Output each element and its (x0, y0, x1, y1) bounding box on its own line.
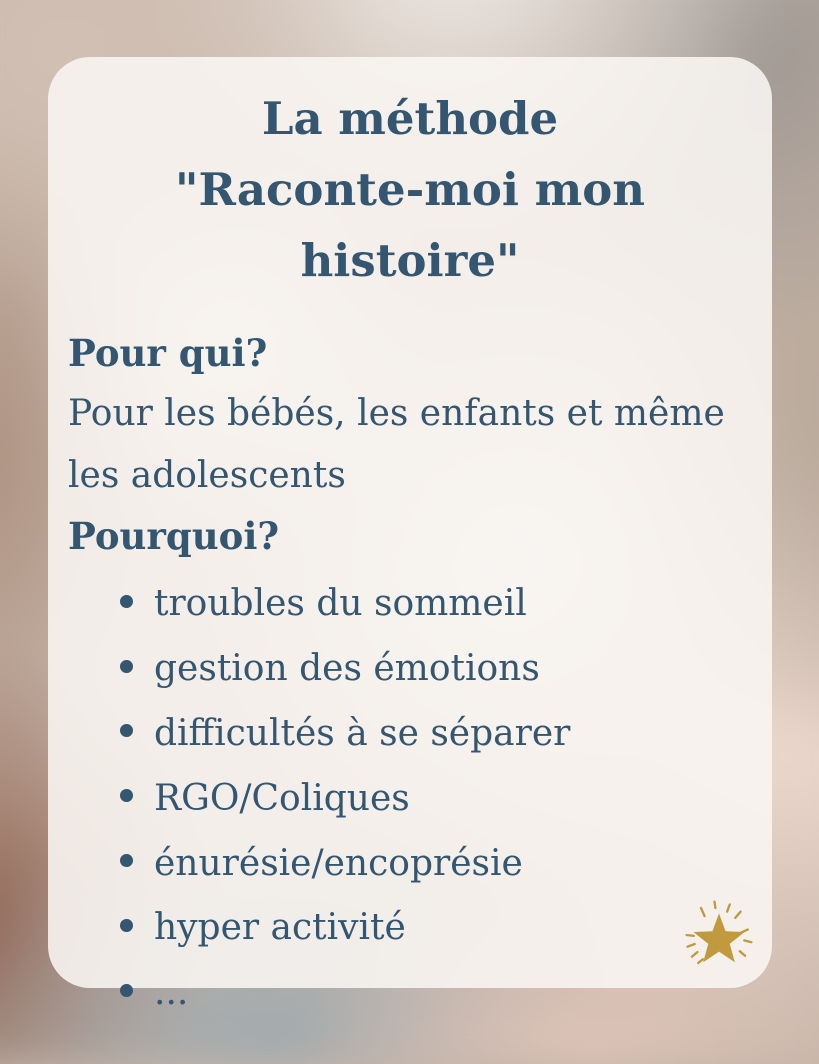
section-heading-why: Pourquoi? (68, 514, 280, 559)
list-item: RGO/Coliques (118, 767, 752, 832)
content-card (48, 57, 772, 1014)
list-item: énurésie/encoprésie (118, 832, 752, 897)
page-title (68, 83, 752, 296)
list-item: ... (118, 961, 752, 1026)
title-line-1: La méthode (261, 92, 559, 145)
list-item: difficultés à se séparer (118, 702, 752, 767)
title-line-2: "Raconte-moi mon histoire" (175, 163, 645, 288)
for-who-text: Pour les bébés, les enfants et même les adolescents (68, 393, 725, 497)
list-item: troubles du sommeil (118, 572, 752, 637)
list-item: gestion des émotions (118, 637, 752, 702)
star-icon (674, 890, 764, 980)
list-item: hyper activité (118, 896, 752, 961)
reasons-list (118, 572, 752, 1026)
section-heading-for-who: Pour qui? (68, 331, 268, 376)
